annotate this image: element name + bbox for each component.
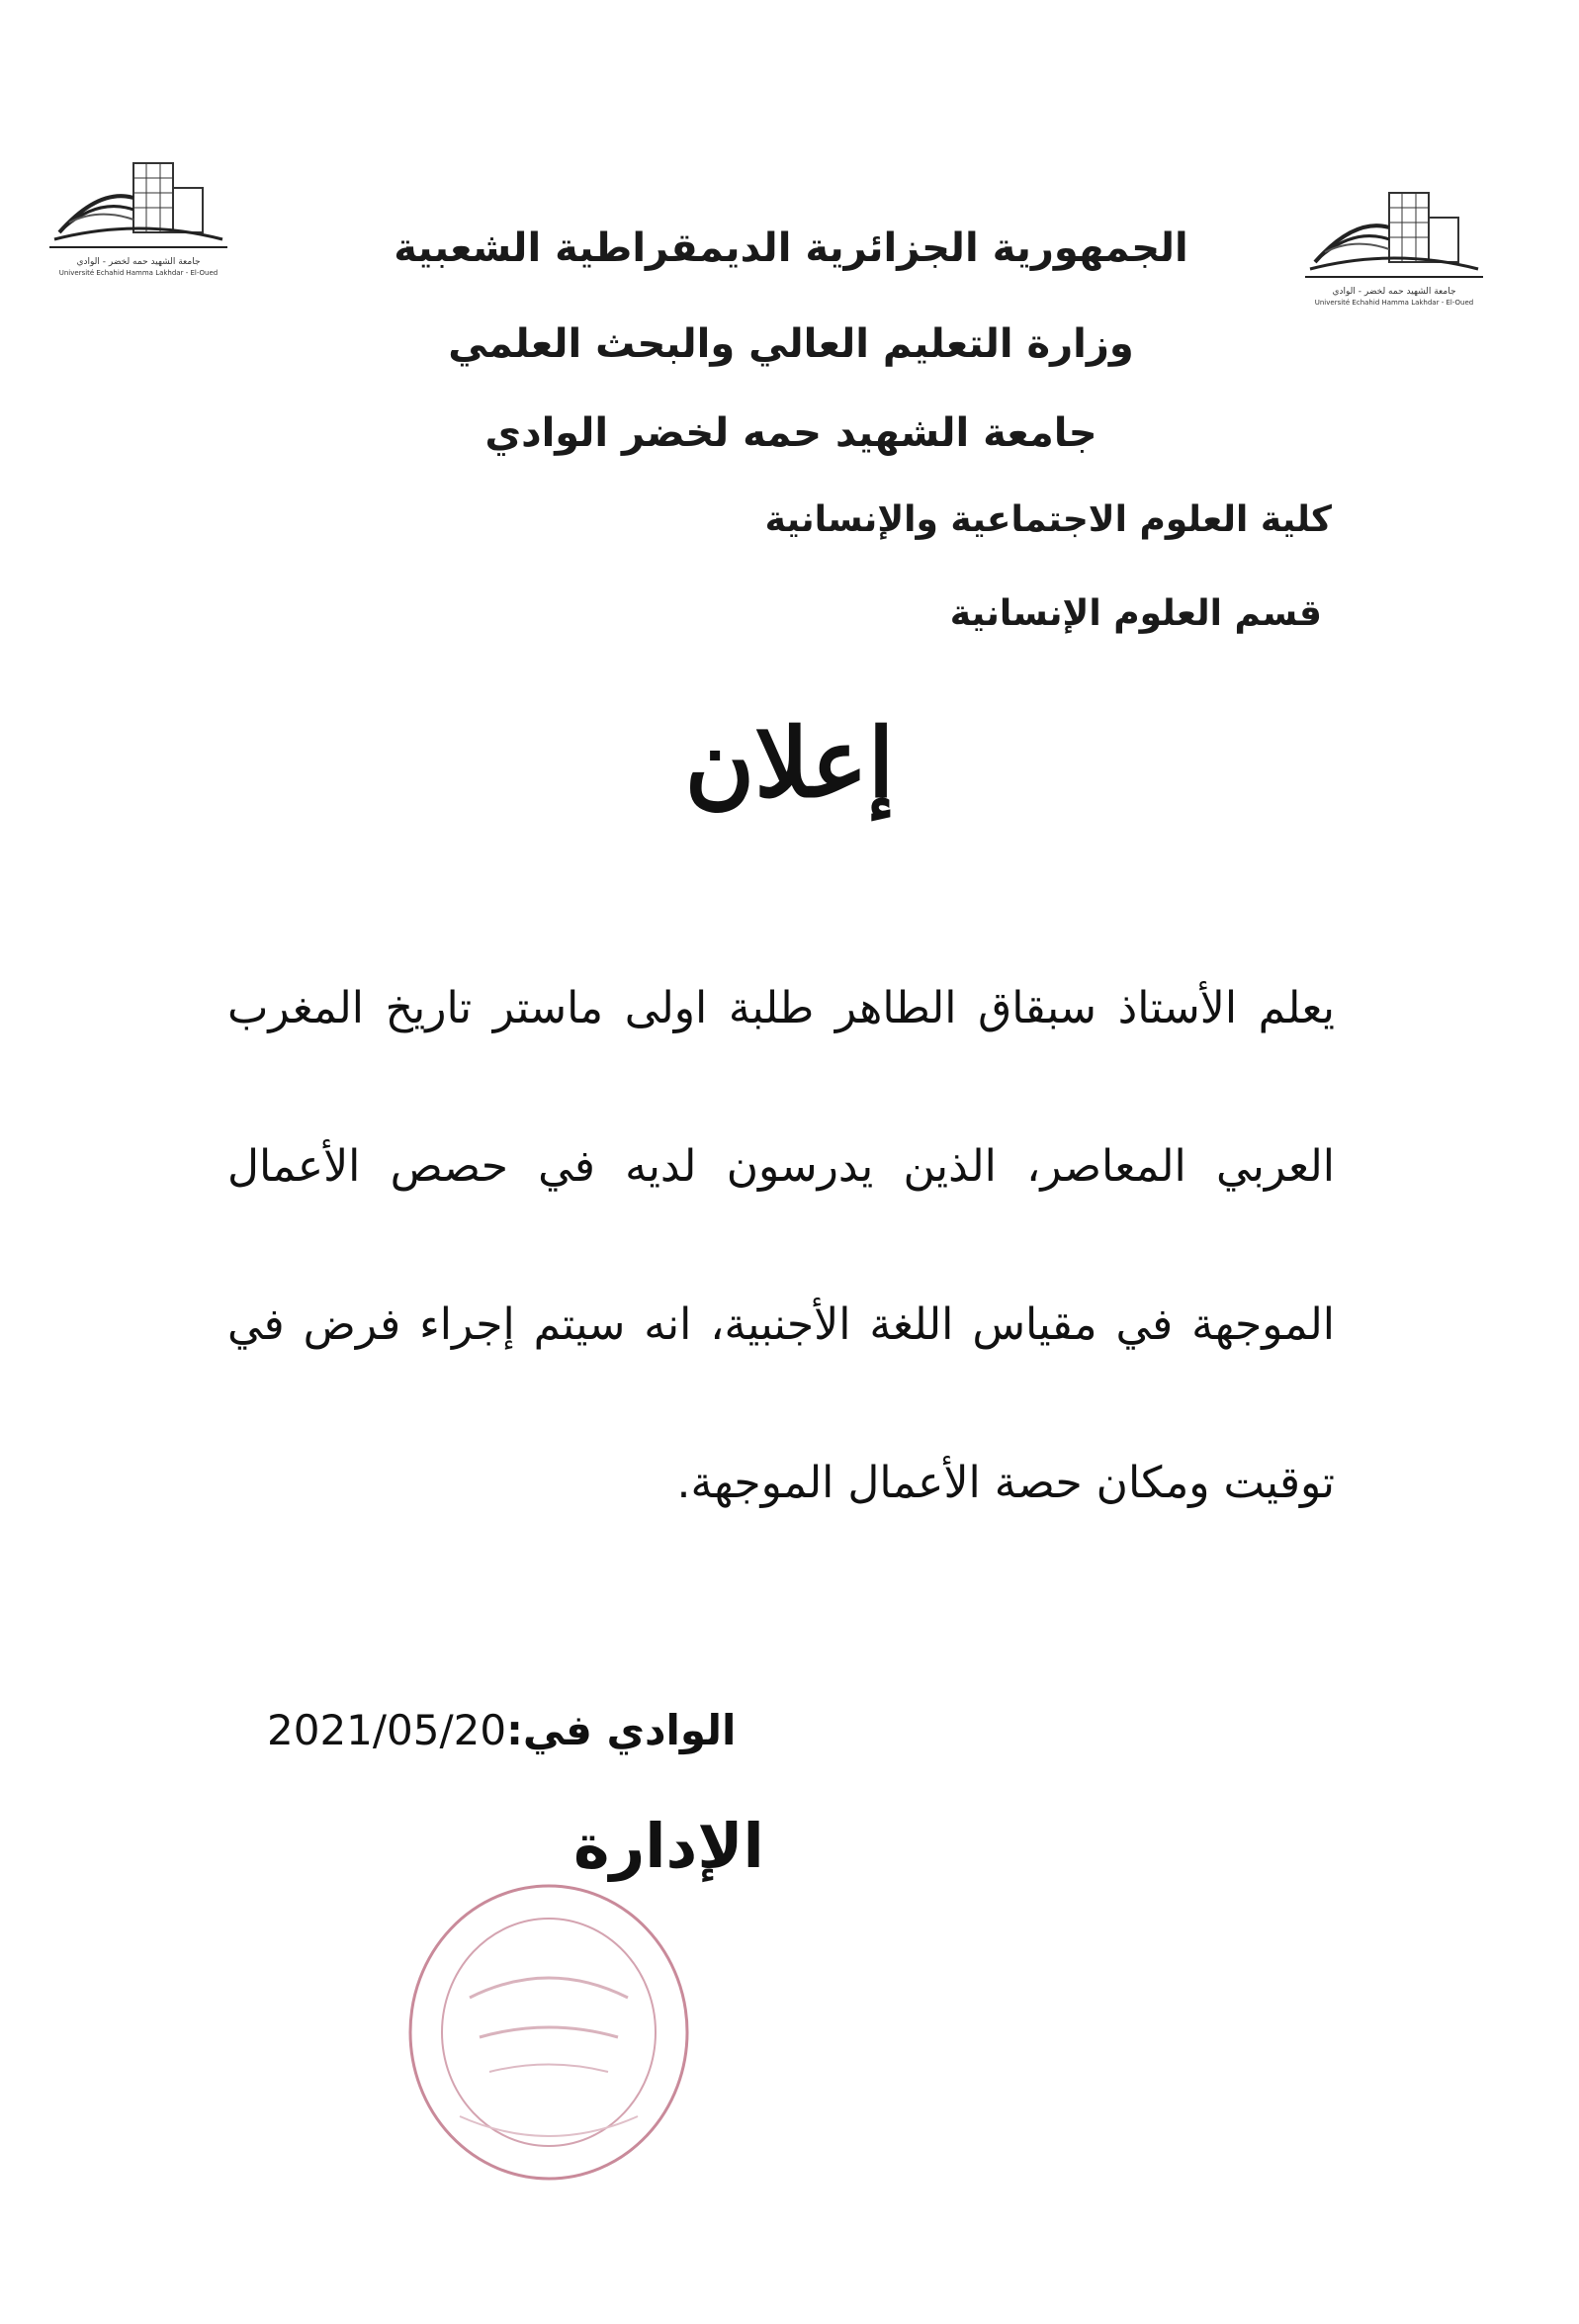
official-stamp bbox=[400, 1879, 697, 2186]
logo-caption-latin: Université Echahid Hamma Lakhdar - El-Oued bbox=[58, 269, 219, 277]
administration-signature: الإدارة bbox=[573, 1810, 764, 1882]
republic-line: الجمهورية الجزائرية الديمقراطية الشعبية bbox=[394, 225, 1188, 271]
department-line: قسم العلوم الإنسانية bbox=[949, 593, 1322, 634]
date-line bbox=[267, 1706, 736, 1754]
university-line: جامعة الشهيد حمه لخضر الوادي bbox=[484, 410, 1097, 456]
stamp-seal-icon bbox=[400, 1879, 697, 2186]
university-building-icon bbox=[1295, 178, 1493, 287]
place-label: الوادي في: bbox=[506, 1706, 737, 1754]
university-building-icon bbox=[40, 148, 237, 257]
logo-caption-arabic: جامعة الشهيد حمه لخضر - الوادي bbox=[76, 257, 201, 267]
date-value: 2021/05/20 bbox=[267, 1706, 507, 1754]
announcement-title: إعلان bbox=[684, 707, 895, 819]
university-logo-left bbox=[40, 148, 237, 287]
logo-caption-arabic: جامعة الشهيد حمه لخضر - الوادي bbox=[1332, 287, 1456, 297]
announcement-body: يعلم الأستاذ سبقاق الطاهر طلبة اولى ماستر تاريخ المغرب العربي المعاصر، الذين يدرسون لديه في حصص الأعمال الموجهة في مقياس اللغة الأجنبية، انه سيتم إجراء فرض في توقيت ومكان حصة الأعمال الموجهة. bbox=[227, 983, 1335, 1508]
logo-caption-latin: Université Echahid Hamma Lakhdar - El-Oued bbox=[1314, 299, 1474, 307]
ministry-line: وزارة التعليم العالي والبحث العلمي bbox=[448, 321, 1134, 367]
faculty-line: كلية العلوم الاجتماعية والإنسانية bbox=[764, 499, 1332, 540]
university-logo-right bbox=[1295, 178, 1493, 316]
